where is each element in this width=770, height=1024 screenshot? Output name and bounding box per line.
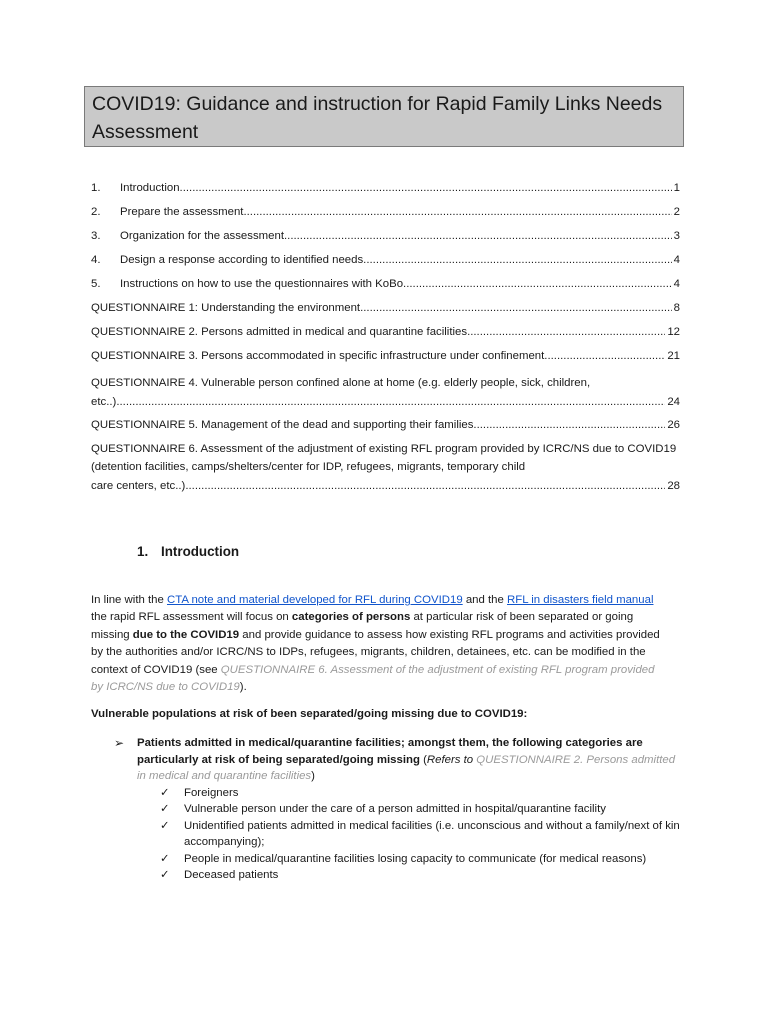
toc-label: Organization for the assessment bbox=[120, 230, 284, 242]
toc-page: 4 bbox=[673, 278, 680, 290]
toc-entry-questionnaire-1[interactable] bbox=[91, 302, 680, 326]
cta-note-link[interactable]: CTA note and material developed for RFL during COVID19 bbox=[166, 594, 463, 606]
toc-label: Instructions on how to use the questionnaires with KoBo bbox=[120, 278, 404, 290]
list-item bbox=[160, 785, 680, 802]
list-item bbox=[160, 801, 680, 818]
text: at particular risk of been separated or going missing bbox=[91, 611, 634, 641]
toc-page: 8 bbox=[673, 302, 680, 314]
list-item bbox=[160, 867, 680, 884]
section-number: 1. bbox=[137, 544, 149, 559]
toc-entry-2[interactable] bbox=[91, 206, 680, 230]
toc-label: Design a response according to identified needs bbox=[120, 254, 364, 266]
questionnaire-2-reference[interactable]: QUESTIONNAIRE 2. Persons admitted in medical and quarantine facilities bbox=[137, 753, 676, 782]
toc-label: QUESTIONNAIRE 6. Assessment of the adjustment of existing RFL program provided by ICRC/NS due to COVID19 (detention facilities, camps/shelters/center for IDP, refugees, migrants, temporary child bbox=[91, 442, 677, 473]
toc-label: QUESTIONNAIRE 5. Management of the dead and supporting their families bbox=[91, 419, 474, 431]
toc-entry-questionnaire-2[interactable] bbox=[91, 326, 680, 350]
toc-number: 1. bbox=[91, 182, 101, 194]
list-item-text: Unidentified patients admitted in medical facilities (i.e. unconscious and without a family/next of kin accompanying); bbox=[184, 819, 680, 848]
check-icon: ✓ bbox=[160, 803, 170, 815]
bold-text: Patients admitted in medical/quarantine facilities; amongst them, the following categories are particularly at risk of being separated/going missing bbox=[137, 737, 643, 766]
check-icon: ✓ bbox=[160, 819, 170, 832]
toc-leader bbox=[185, 477, 665, 496]
toc-number: 2. bbox=[91, 206, 101, 218]
toc-leader bbox=[243, 206, 671, 218]
bold-text: due to the COVID19 bbox=[132, 628, 240, 641]
toc-label-continued: etc..) bbox=[91, 395, 117, 408]
toc-leader bbox=[284, 230, 672, 242]
toc-page: 21 bbox=[667, 350, 680, 362]
toc-leader bbox=[467, 326, 665, 338]
toc-page: 3 bbox=[673, 230, 680, 242]
text: In line with the bbox=[91, 594, 167, 606]
document-title: COVID19: Guidance and instruction for Rapid Family Links Needs Assessment bbox=[84, 86, 684, 147]
toc-label: QUESTIONNAIRE 4. Vulnerable person confined alone at home (e.g. elderly people, sick, children, bbox=[91, 377, 591, 389]
bullet-text bbox=[137, 735, 680, 785]
toc-page: 4 bbox=[673, 254, 680, 266]
toc-number: 3. bbox=[91, 230, 101, 242]
text: the rapid RFL assessment will focus on bbox=[91, 611, 292, 624]
text: and provide guidance to assess how existing RFL programs and activities provided by the authorities and/or ICRC/NS to IDPs, refugees, migrants, children, detainees, etc. can be modified in the context of COVID19 (see bbox=[91, 628, 660, 676]
text: ). bbox=[239, 681, 247, 694]
list-item bbox=[160, 818, 680, 851]
section-heading-introduction bbox=[137, 544, 239, 559]
intro-paragraph bbox=[91, 592, 666, 696]
toc-entry-5[interactable] bbox=[91, 278, 680, 302]
toc-entry-1[interactable] bbox=[91, 182, 680, 206]
check-list bbox=[160, 785, 680, 884]
bold-text: categories of persons bbox=[291, 611, 411, 624]
toc-leader bbox=[403, 278, 672, 290]
toc-label: QUESTIONNAIRE 1: Understanding the environment bbox=[91, 302, 361, 314]
table-of-contents bbox=[91, 182, 680, 500]
check-icon: ✓ bbox=[160, 786, 170, 799]
toc-page: 1 bbox=[673, 182, 680, 194]
toc-page: 28 bbox=[667, 479, 680, 492]
check-icon: ✓ bbox=[160, 869, 170, 881]
toc-leader bbox=[363, 254, 671, 266]
toc-page: 2 bbox=[673, 206, 680, 218]
toc-leader bbox=[360, 302, 672, 314]
toc-label-continued: care centers, etc..) bbox=[91, 479, 186, 492]
toc-number: 4. bbox=[91, 254, 101, 266]
section-title: Introduction bbox=[161, 544, 240, 559]
vulnerable-populations-heading: Vulnerable populations at risk of been separated/going missing due to COVID19: bbox=[91, 708, 528, 720]
toc-leader bbox=[116, 393, 665, 412]
toc-leader bbox=[180, 182, 672, 194]
list-item-text: Vulnerable person under the care of a person admitted in hospital/quarantine facility bbox=[184, 803, 606, 815]
text: ) bbox=[311, 770, 315, 782]
arrow-bullet-icon: ➢ bbox=[114, 736, 125, 750]
refers-to-text: Refers to bbox=[426, 753, 474, 766]
text: and the bbox=[462, 594, 508, 606]
toc-page: 12 bbox=[667, 326, 680, 338]
toc-label: Prepare the assessment bbox=[120, 206, 244, 218]
toc-entry-questionnaire-3[interactable] bbox=[91, 350, 680, 374]
list-item-text: Foreigners bbox=[184, 786, 239, 799]
toc-label: QUESTIONNAIRE 3. Persons accommodated in specific infrastructure under confinement bbox=[91, 350, 545, 362]
toc-leader bbox=[473, 416, 665, 435]
toc-label: Introduction bbox=[120, 182, 180, 194]
list-item bbox=[160, 851, 680, 868]
text: ( bbox=[419, 753, 427, 766]
toc-page: 24 bbox=[667, 395, 680, 408]
toc-entry-questionnaire-6[interactable] bbox=[91, 440, 680, 496]
toc-entry-3[interactable] bbox=[91, 230, 680, 254]
toc-page: 26 bbox=[667, 419, 680, 431]
bullet-patients bbox=[114, 735, 680, 884]
toc-leader bbox=[544, 350, 665, 362]
toc-label: QUESTIONNAIRE 2. Persons admitted in medical and quarantine facilities bbox=[91, 326, 468, 338]
rfl-field-manual-link[interactable]: RFL in disasters field manual bbox=[507, 594, 654, 606]
toc-number: 5. bbox=[91, 278, 101, 290]
list-item-text: Deceased patients bbox=[184, 869, 279, 881]
check-icon: ✓ bbox=[160, 852, 170, 865]
toc-entry-questionnaire-4[interactable] bbox=[91, 374, 680, 411]
list-item-text: People in medical/quarantine facilities losing capacity to communicate (for medical reasons) bbox=[184, 852, 647, 865]
questionnaire-6-reference[interactable]: QUESTIONNAIRE 6. Assessment of the adjustment of existing RFL program provided by ICRC/NS due to COVID19 bbox=[91, 663, 655, 694]
toc-entry-questionnaire-5[interactable] bbox=[91, 416, 680, 435]
toc-entry-4[interactable] bbox=[91, 254, 680, 278]
